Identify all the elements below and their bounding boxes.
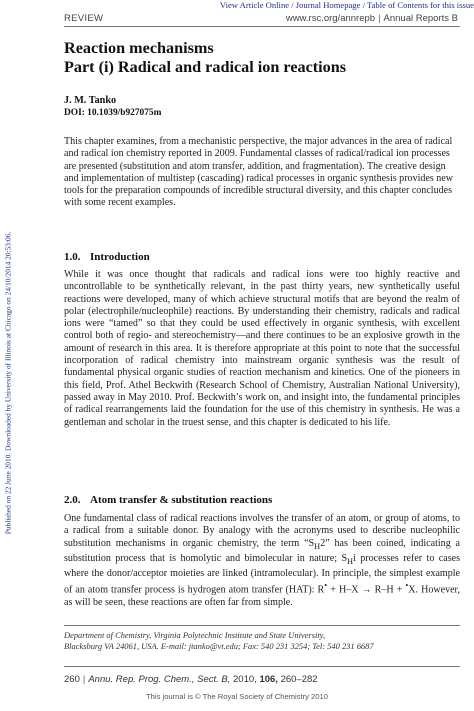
affiliation-rule (64, 625, 460, 626)
paragraph-text: One fundamental class of radical reactions involves the transfer of an atom, or group of atoms, to a radical from a suitable donor. By analogy with the acronyms used to describe nucleophilic substitution mechanisms in organic chemistry, the term “S (64, 513, 460, 549)
subscript-h: H (314, 541, 321, 551)
journal-url: www.rsc.org/annrepb (285, 13, 376, 24)
author-affiliation (64, 630, 460, 651)
journal-citation: Annu. Rep. Prog. Chem., Sect. B, (88, 674, 231, 685)
introduction-paragraph: While it was once thought that radicals and radical ions were too highly reactive and uncontrollable to be synthetically relevant, in the past thirty years, new synthetically useful reactions were developed, many of which achieve structural motifs that are beyond the realm of polar (electrophile/nucleophile) reactions. By understanding their chemistry, radicals and radical ions were “tamed” so that they could be used effectively in organic synthesis, with excellent control both of regio- and stereochemistry—and there continues to be an explosive growth in the amount of research in this area. It is therefore appropriate at this point to note that the successful incorporation of radical chemistry into mainstream organic synthesis was the result of fundamental physical organic studies of reaction mechanism and kinetics. One of the pioneers in this field, Prof. Athel Beckwith (Research School of Chemistry, Australian National University), passed away in May 2010. Prof. Beckwith’s work on, and insight into, the fundamental principles of radical rearrangements laid the foundation for the use of this chemistry in synthesis. He was a gentleman and scholar in the truest sense, and this chapter is dedicated to his life. (64, 269, 460, 428)
page-footer (64, 674, 318, 685)
section-1-heading (64, 251, 150, 263)
copyright-notice: This journal is © The Royal Society of Chemistry 2010 (146, 692, 328, 701)
affiliation-line-1: Department of Chemistry, Virginia Polytechnic Institute and State University, (64, 630, 326, 640)
footer-separator: | (82, 674, 86, 685)
article-title (64, 39, 346, 77)
download-notice-text: Published on 22 June 2010. Downloaded by University of Illinois at Chicago on 24/10/2014 20:53:06. (3, 231, 13, 535)
title-line-1: Reaction mechanisms (64, 39, 214, 57)
atom-transfer-paragraph (64, 513, 460, 609)
title-line-2: Part (i) Radical and radical ion reactions (64, 58, 347, 76)
author-name: J. M. Tanko (64, 95, 117, 106)
footer-rule (64, 666, 460, 667)
abstract: This chapter examines, from a mechanistic perspective, the major advances in the area of radical and radical ion chemistry reported in 2009. Fundamental classes of radical/radical ion processes are presented (substitution and atom transfer, addition, and fragmentation). The creative design and implementation of multistep (cascading) radical processes in organic synthesis provides new tools for the preparation compounds of incredible structural diversity, and this chapter concludes with some recent examples. (64, 136, 454, 209)
journal-name: Annual Reports B (383, 13, 458, 24)
view-article-online-link[interactable]: View Article Online (219, 0, 290, 10)
top-links-bar (0, 0, 474, 10)
paragraph-text: 2” has been coined, indicating a substitution process that is homolytic and bimolecular in nature; S (64, 537, 460, 564)
page-number: 260 (64, 674, 80, 685)
section-title: Introduction (90, 251, 150, 263)
radical-dot: • (405, 581, 409, 591)
journal-homepage-link[interactable]: Journal Homepage (295, 0, 361, 10)
subscript-h: H (347, 556, 354, 566)
section-number: 1.0. (64, 251, 81, 263)
paragraph-text: X. However, as will be seen, these reactions are often far from simple. (64, 584, 461, 609)
link-separator: / (360, 0, 367, 10)
citation-volume: 106, (259, 674, 278, 685)
section-2-heading (64, 494, 272, 506)
header-rule (64, 26, 460, 27)
citation-pages: 260–282 (280, 674, 318, 685)
table-of-contents-link[interactable]: Table of Contents for this issue (366, 0, 474, 10)
running-header-right (286, 13, 458, 24)
radical-dot: • (324, 581, 328, 591)
section-title: Atom transfer & substitution reactions (90, 494, 273, 506)
citation-year: 2010, (233, 674, 257, 685)
affiliation-line-2: Blacksburg VA 24061, USA. E-mail: jtanko@vt.edu; Fax: 540 231 3254; Tel: 540 231 6687 (64, 640, 374, 651)
paragraph-text: i processes refer to cases where the donor/acceptor moieties are linked (intramolecular). In principle, the simplest example of an atom transfer process is hydrogen atom transfer (HAT): R (64, 552, 460, 596)
doi: DOI: 10.1039/b927075m (64, 108, 162, 118)
link-separator: / (289, 0, 296, 10)
running-header-left: REVIEW (64, 13, 104, 24)
download-notice-sidebar (2, 108, 14, 658)
header-separator: | (378, 13, 381, 24)
section-number: 2.0. (64, 494, 81, 506)
paragraph-text: + H–X → R–H + (327, 584, 406, 596)
